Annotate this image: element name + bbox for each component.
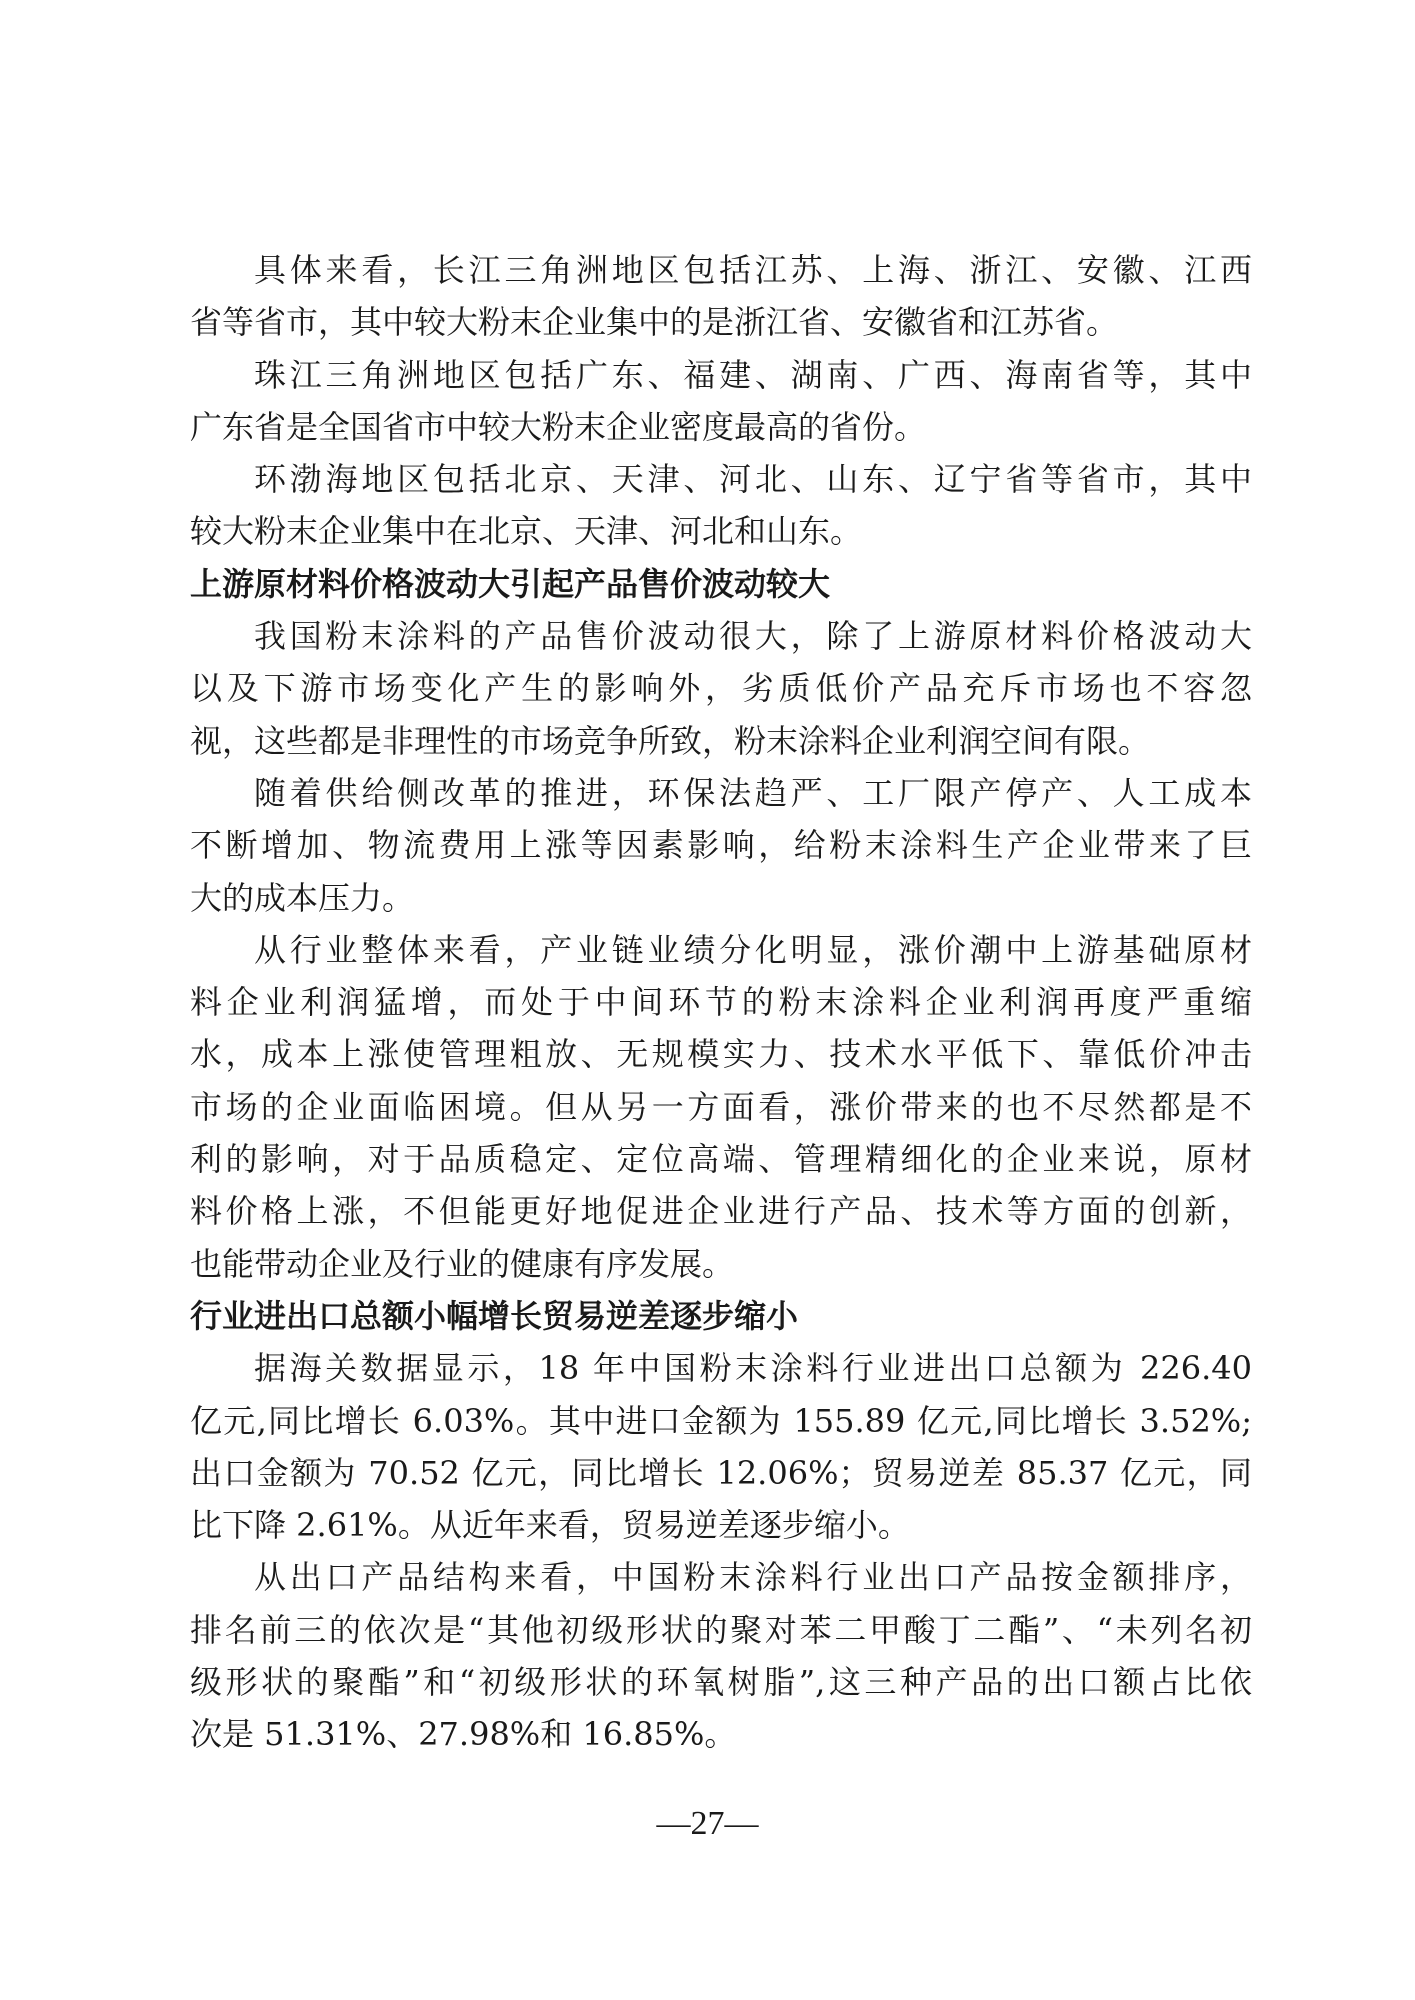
text-line: 市场的企业面临困境。但从另一方面看，涨价带来的也不尽然都是不 xyxy=(190,1087,1252,1126)
paragraph xyxy=(190,924,1252,1290)
paragraph xyxy=(190,767,1252,924)
text-line: 排名前三的依次是“其他初级形状的聚对苯二甲酸丁二酯”、“未列名初 xyxy=(190,1610,1252,1649)
text-line: 视，这些都是非理性的市场竞争所致，粉末涂料企业利润空间有限。 xyxy=(190,721,1151,760)
text-line: 利的影响，对于品质稳定、定位高端、管理精细化的企业来说，原材 xyxy=(190,1140,1252,1179)
section-heading xyxy=(190,1290,1252,1342)
text-line: 从行业整体来看，产业链业绩分化明显，涨价潮中上游基础原材 xyxy=(254,930,1252,969)
text-line: 较大粉末企业集中在北京、天津、河北和山东。 xyxy=(190,512,863,551)
paragraph xyxy=(190,453,1252,558)
text-line: 具体来看，长江三角洲地区包括江苏、上海、浙江、安徽、江西 xyxy=(254,251,1252,289)
text-line: 从出口产品结构来看，中国粉末涂料行业出口产品按金额排序， xyxy=(254,1558,1252,1597)
paragraph xyxy=(190,1342,1252,1551)
paragraph xyxy=(190,349,1252,454)
text-line: 料企业利润猛增，而处于中间环节的粉末涂料企业利润再度严重缩 xyxy=(190,983,1252,1022)
text-line: 以及下游市场变化产生的影响外，劣质低价产品充斥市场也不容忽 xyxy=(190,669,1252,708)
text-line: 我国粉末涂料的产品售价波动很大，除了上游原材料价格波动大 xyxy=(254,617,1252,656)
text-line: 大的成本压力。 xyxy=(190,878,415,917)
section-heading xyxy=(190,558,1252,610)
text-line: 不断增加、物流费用上涨等因素影响，给粉末涂料生产企业带来了巨 xyxy=(190,826,1252,865)
text-line: 亿元,同比增长 6.03%。其中进口金额为 155.89 亿元,同比增长 3.52%; xyxy=(190,1401,1252,1440)
page-number: —27— xyxy=(656,1805,759,1842)
text-line: 级形状的聚酯”和“初级形状的环氧树脂”,这三种产品的出口额占比依 xyxy=(190,1663,1252,1702)
paragraph xyxy=(190,1551,1252,1760)
paragraph xyxy=(190,244,1252,349)
text-line: 出口金额为 70.52 亿元，同比增长 12.06%；贸易逆差 85.37 亿元，同 xyxy=(190,1453,1252,1492)
text-line: 上游原材料价格波动大引起产品售价波动较大 xyxy=(190,564,831,603)
text-line: 也能带动企业及行业的健康有序发展。 xyxy=(190,1244,735,1283)
text-line: 广东省是全国省市中较大粉末企业密度最高的省份。 xyxy=(190,407,927,446)
text-line: 水，成本上涨使管理粗放、无规模实力、技术水平低下、靠低价冲击 xyxy=(190,1035,1252,1074)
text-line: 随着供给侧改革的推进，环保法趋严、工厂限产停产、人工成本 xyxy=(254,773,1252,812)
text-line: 省等省市，其中较大粉末企业集中的是浙江省、安徽省和江苏省。 xyxy=(190,303,1119,342)
text-line: 据海关数据显示，18 年中国粉末涂料行业进出口总额为 226.40 xyxy=(254,1349,1252,1388)
text-line: 行业进出口总额小幅增长贸易逆差逐步缩小 xyxy=(190,1296,799,1335)
paragraph xyxy=(190,610,1252,767)
text-line: 次是 51.31%、27.98%和 16.85%。 xyxy=(190,1715,737,1754)
document-body xyxy=(190,244,1252,1761)
text-line: 珠江三角洲地区包括广东、福建、湖南、广西、海南省等，其中 xyxy=(254,355,1252,394)
text-line: 比下降 2.61%。从近年来看，贸易逆差逐步缩小。 xyxy=(190,1506,910,1545)
text-line: 环渤海地区包括北京、天津、河北、山东、辽宁省等省市，其中 xyxy=(254,460,1252,499)
text-line: 料价格上涨，不但能更好地促进企业进行产品、技术等方面的创新， xyxy=(190,1192,1252,1231)
